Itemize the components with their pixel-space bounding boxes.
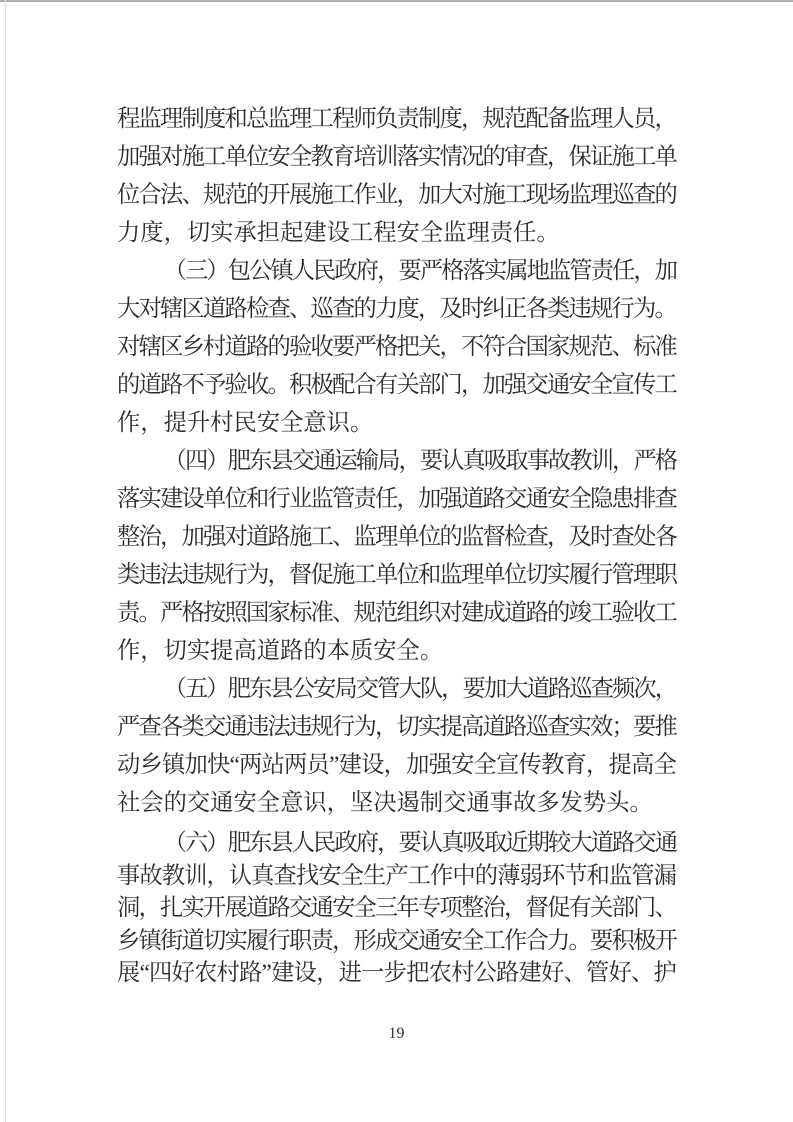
text-line: 加强对施工单位安全教育培训落实情况的审查，保证施工单 <box>117 144 676 170</box>
text-line: 乡镇街道切实履行职责，形成交通安全工作合力。要积极开 <box>117 927 676 954</box>
text-line: （四）肥东县交通运输局，要认真吸取事故教训，严格 <box>163 448 676 474</box>
scan-top-edge <box>0 0 793 2</box>
text-line: 大对辖区道路检查、巡查的力度，及时纠正各类违规行为。 <box>117 296 676 322</box>
text-line: 严查各类交通违法违规行为，切实提高道路巡查实效；要推 <box>117 714 676 740</box>
paragraph <box>117 827 676 990</box>
text-line: 类违法违规行为，督促施工单位和监理单位切实履行管理职 <box>117 562 676 588</box>
paragraph <box>117 670 676 822</box>
text-line: 动乡镇加快“两站两员”建设，加强安全宣传教育，提高全 <box>117 752 676 778</box>
page-number: 19 <box>388 1025 405 1042</box>
text-line: 洞，扎实开展道路交通安全三年专项整治，督促有关部门、 <box>117 895 676 921</box>
scan-artifact-vertical <box>5 0 6 1122</box>
text-line: 责。严格按照国家标准、规范组织对建成道路的竣工验收工 <box>117 600 676 626</box>
text-line: 事故教训，认真查找安全生产工作中的薄弱环节和监管漏 <box>117 862 676 889</box>
text-line: 程监理制度和总监理工程师负责制度，规范配备监理人员， <box>117 106 676 132</box>
text-line: 对辖区乡村道路的验收要严格把关，不符合国家规范、标准 <box>117 334 676 360</box>
text-line: （六）肥东县人民政府，要认真吸取近期较大道路交通 <box>163 830 676 856</box>
paragraph <box>117 252 676 442</box>
document-body-text <box>117 100 676 990</box>
paragraph <box>117 442 676 670</box>
text-line: （五）肥东县公安局交管大队，要加大道路巡查频次， <box>163 676 676 702</box>
text-line: 的道路不予验收。积极配合有关部门，加强交通安全宣传工 <box>117 372 676 398</box>
text-line: 展“四好农村路”建设，进一步把农村公路建好、管好、护 <box>117 960 676 986</box>
text-line: 整治，加强对道路施工、监理单位的监督检查，及时查处各 <box>117 524 676 550</box>
scan-artifact-horizontal <box>0 5 793 6</box>
paragraph <box>117 100 676 252</box>
text-line: 位合法、规范的开展施工作业，加大对施工现场监理巡查的 <box>117 182 676 208</box>
text-line: 力度，切实承担起建设工程安全监理责任。 <box>117 220 560 246</box>
text-line: 作，提升村民安全意识。 <box>117 410 374 436</box>
text-line: 社会的交通安全意识，坚决遏制交通事故多发势头。 <box>117 790 653 816</box>
text-line: 作，切实提高道路的本质安全。 <box>117 638 444 664</box>
text-line: 落实建设单位和行业监管责任，加强道路交通安全隐患排查 <box>117 486 676 512</box>
text-line: （三）包公镇人民政府，要严格落实属地监管责任，加 <box>163 258 676 284</box>
